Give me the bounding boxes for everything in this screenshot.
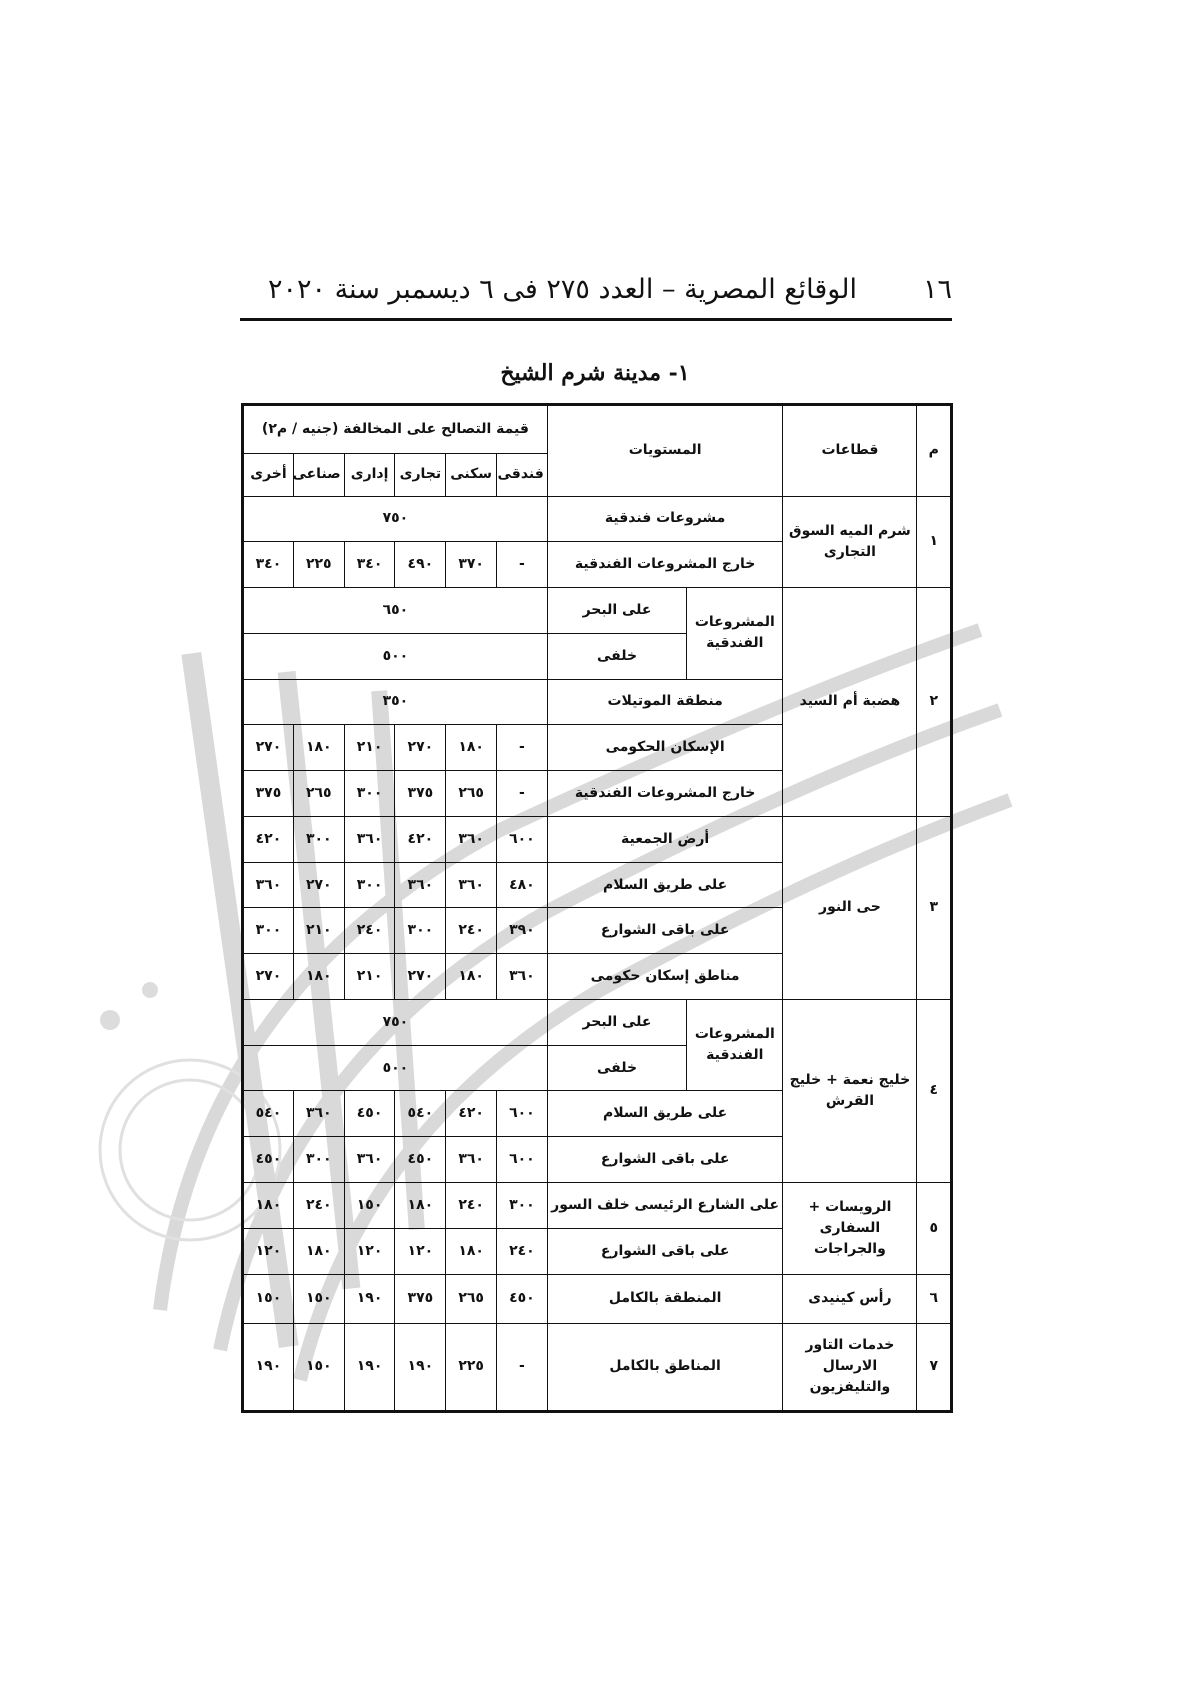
row-number: ٤ <box>917 999 952 1182</box>
header-use-other: أخرى <box>243 453 294 496</box>
value-cell: ١٨٠ <box>446 725 497 771</box>
value-cell: ٣٧٥ <box>395 771 446 817</box>
merged-value: ٣٥٠ <box>243 679 548 725</box>
sub-level-name: خلفى <box>547 1045 686 1091</box>
value-cell: ١٩٠ <box>243 1323 294 1412</box>
value-cell: ٥٤٠ <box>395 1091 446 1137</box>
sub-level-name: على البحر <box>547 999 686 1045</box>
value-cell: ٦٠٠ <box>497 1091 548 1137</box>
table-row <box>243 1274 952 1323</box>
header-levels: المستويات <box>547 405 783 497</box>
header-use-commercial: تجارى <box>395 453 446 496</box>
value-cell: ١٥٠ <box>293 1323 344 1412</box>
value-cell: ٢٤٠ <box>446 908 497 954</box>
value-cell: ٣٠٠ <box>497 1183 548 1229</box>
sector-name: خليج نعمة + خليج القرش <box>783 999 917 1182</box>
value-cell: ٣٤٠ <box>243 542 294 588</box>
value-cell: ٤٢٠ <box>243 816 294 862</box>
header-use-industrial: صناعى <box>293 453 344 496</box>
value-cell: ٣٦٠ <box>395 862 446 908</box>
value-cell: ٢١٠ <box>344 954 395 1000</box>
table-row <box>243 1183 952 1229</box>
value-cell: - <box>497 1323 548 1412</box>
level-name: على باقى الشوارع <box>547 908 783 954</box>
value-cell: ٢٦٥ <box>293 771 344 817</box>
value-cell: ٣٠٠ <box>344 771 395 817</box>
level-name: خارج المشروعات الفندقية <box>547 771 783 817</box>
merged-value: ٧٥٠ <box>243 999 548 1045</box>
header-use-hotel: فندقى <box>497 453 548 496</box>
value-cell: ٢٦٥ <box>446 1274 497 1323</box>
value-cell: ٣٦٠ <box>446 862 497 908</box>
value-cell: ١٥٠ <box>243 1274 294 1323</box>
value-cell: ٣٧٥ <box>395 1274 446 1323</box>
value-cell: ٣٠٠ <box>293 1137 344 1183</box>
value-cell: ٣٧٥ <box>243 771 294 817</box>
sector-name: هضبة أم السيد <box>783 588 917 817</box>
value-cell: ٢٤٠ <box>497 1228 548 1274</box>
level-name: على الشارع الرئيسى خلف السور <box>547 1183 783 1229</box>
value-cell: ١٥٠ <box>293 1274 344 1323</box>
value-cell: ٢٢٥ <box>446 1323 497 1412</box>
level-name: الإسكان الحكومى <box>547 725 783 771</box>
value-cell: ١٩٠ <box>395 1323 446 1412</box>
value-cell: ٦٠٠ <box>497 1137 548 1183</box>
row-number: ٦ <box>917 1274 952 1323</box>
level-name: أرض الجمعية <box>547 816 783 862</box>
row-number: ٣ <box>917 816 952 999</box>
level-name: مناطق إسكان حكومى <box>547 954 783 1000</box>
value-cell: ٢١٠ <box>344 725 395 771</box>
sector-name: خدمات التاور الارسال والتليفزيون <box>783 1323 917 1412</box>
value-cell: ١٨٠ <box>446 1228 497 1274</box>
value-cell: ٢٤٠ <box>293 1183 344 1229</box>
sub-level-name: على البحر <box>547 588 686 634</box>
value-cell: ١٨٠ <box>243 1183 294 1229</box>
level-name: خارج المشروعات الفندقية <box>547 542 783 588</box>
table-row <box>243 816 952 862</box>
value-cell: - <box>497 771 548 817</box>
level-name: المشروعات الفندقية <box>687 999 783 1091</box>
sector-name: الرويسات + السفارى والجراجات <box>783 1183 917 1275</box>
value-cell: ١٢٠ <box>344 1228 395 1274</box>
level-name: منطقة الموتيلات <box>547 679 783 725</box>
value-cell: ٣٠٠ <box>293 816 344 862</box>
value-cell: ٤٥٠ <box>497 1274 548 1323</box>
journal-title: الوقائع المصرية – العدد ٢٧٥ فى ٦ ديسمبر سنة ٢٠٢٠ <box>267 274 857 305</box>
header-m: م <box>917 405 952 497</box>
header-sectors: قطاعات <box>783 405 917 497</box>
value-cell: ١٨٠ <box>395 1183 446 1229</box>
level-name: المنطقة بالكامل <box>547 1274 783 1323</box>
value-cell: ٣٠٠ <box>243 908 294 954</box>
value-cell: ٢٤٠ <box>446 1183 497 1229</box>
table-row <box>243 1323 952 1412</box>
merged-value: ٥٠٠ <box>243 633 548 679</box>
value-cell: ٣٦٠ <box>344 1137 395 1183</box>
value-cell: ٣٦٠ <box>344 816 395 862</box>
value-cell: ٢٦٥ <box>446 771 497 817</box>
value-cell: ٤٢٠ <box>446 1091 497 1137</box>
sector-name: شرم الميه السوق التجارى <box>783 496 917 588</box>
section-title: ١- مدينة شرم الشيخ <box>500 360 690 386</box>
table-header-row <box>243 405 952 454</box>
value-cell: ٥٤٠ <box>243 1091 294 1137</box>
value-cell: ١٥٠ <box>344 1183 395 1229</box>
value-cell: ١٩٠ <box>344 1274 395 1323</box>
value-cell: ٢٧٠ <box>395 954 446 1000</box>
level-name: على طريق السلام <box>547 1091 783 1137</box>
value-cell: ١٨٠ <box>446 954 497 1000</box>
sector-name: حى النور <box>783 816 917 999</box>
table-row <box>243 496 952 542</box>
value-cell: ٢٤٠ <box>344 908 395 954</box>
table-row <box>243 999 952 1045</box>
row-number: ٥ <box>917 1183 952 1275</box>
level-name: على طريق السلام <box>547 862 783 908</box>
value-cell: ٢٧٠ <box>293 862 344 908</box>
value-cell: ١٢٠ <box>395 1228 446 1274</box>
table-row <box>243 588 952 634</box>
value-cell: ١٨٠ <box>293 1228 344 1274</box>
value-cell: ٤٥٠ <box>344 1091 395 1137</box>
page-header <box>240 268 952 321</box>
value-cell: ٣٦٠ <box>446 816 497 862</box>
level-name: المشروعات الفندقية <box>687 588 783 680</box>
value-cell: ١٢٠ <box>243 1228 294 1274</box>
value-cell: ٣٠٠ <box>395 908 446 954</box>
value-cell: - <box>497 725 548 771</box>
sub-level-name: خلفى <box>547 633 686 679</box>
value-cell: ٤٥٠ <box>243 1137 294 1183</box>
level-name: مشروعات فندقية <box>547 496 783 542</box>
value-cell: ٤٢٠ <box>395 816 446 862</box>
value-cell: ٣٠٠ <box>344 862 395 908</box>
value-cell: ٢٧٠ <box>243 954 294 1000</box>
value-cell: ١٨٠ <box>293 954 344 1000</box>
value-cell: ٢٧٠ <box>395 725 446 771</box>
value-cell: ٣٤٠ <box>344 542 395 588</box>
header-use-administrative: إدارى <box>344 453 395 496</box>
value-cell: - <box>497 542 548 588</box>
sector-name: رأس كينيدى <box>783 1274 917 1323</box>
header-value-group: قيمة التصالح على المخالفة (جنيه / م٢) <box>243 405 548 454</box>
page-number: ١٦ <box>922 274 952 305</box>
value-cell: ٣٦٠ <box>293 1091 344 1137</box>
value-cell: ٣٦٠ <box>243 862 294 908</box>
value-cell: ١٩٠ <box>344 1323 395 1412</box>
value-cell: ٣٩٠ <box>497 908 548 954</box>
value-cell: ٤٨٠ <box>497 862 548 908</box>
merged-value: ٦٥٠ <box>243 588 548 634</box>
row-number: ٧ <box>917 1323 952 1412</box>
value-cell: ٣٧٠ <box>446 542 497 588</box>
value-cell: ١٨٠ <box>293 725 344 771</box>
value-cell: ٢٧٠ <box>243 725 294 771</box>
value-cell: ٣٦٠ <box>497 954 548 1000</box>
row-number: ١ <box>917 496 952 588</box>
level-name: على باقى الشوارع <box>547 1137 783 1183</box>
level-name: على باقى الشوارع <box>547 1228 783 1274</box>
value-cell: ٦٠٠ <box>497 816 548 862</box>
value-cell: ٣٦٠ <box>446 1137 497 1183</box>
value-cell: ٢٢٥ <box>293 542 344 588</box>
merged-value: ٥٠٠ <box>243 1045 548 1091</box>
level-name: المناطق بالكامل <box>547 1323 783 1412</box>
value-cell: ٤٥٠ <box>395 1137 446 1183</box>
value-cell: ٤٩٠ <box>395 542 446 588</box>
row-number: ٢ <box>917 588 952 817</box>
header-use-residential: سكنى <box>446 453 497 496</box>
reconciliation-values-table <box>241 403 953 1413</box>
value-cell: ٢١٠ <box>293 908 344 954</box>
merged-value: ٧٥٠ <box>243 496 548 542</box>
